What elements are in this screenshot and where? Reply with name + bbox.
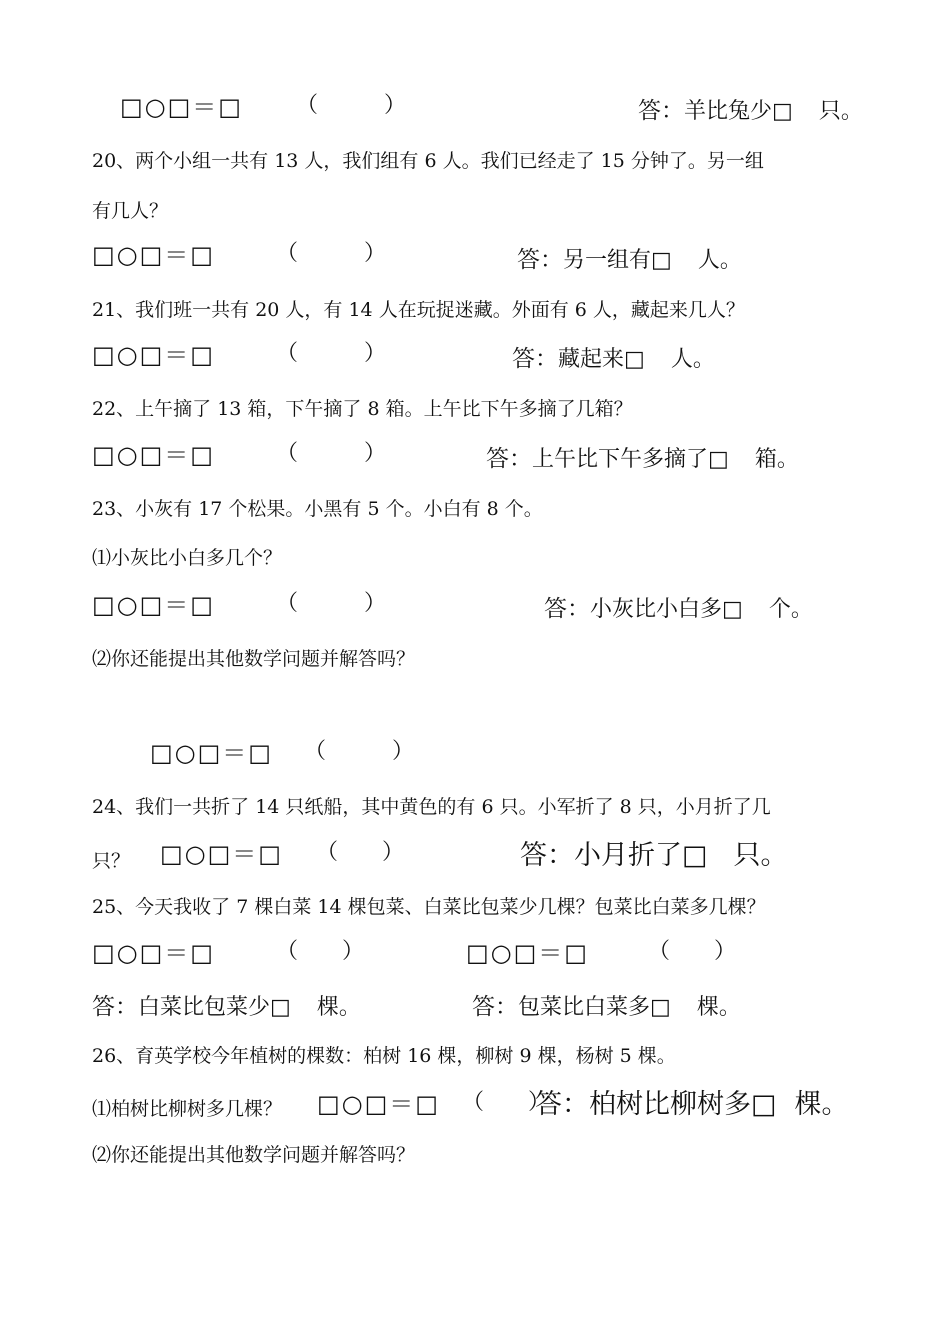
answer-prefix: 小月折了 <box>574 840 682 871</box>
q20-answer <box>517 249 742 272</box>
answer-prefix: 上午比下午多摘了 <box>532 447 709 472</box>
answer-unit: 棵。 <box>794 1089 849 1120</box>
q20-text-line1: 20、两个小组一共有 13 人，我们组有 6 人。我们已经走了 15 分钟了。另一组 <box>92 150 764 172</box>
q25-equation-1: □○□＝□ <box>92 939 215 967</box>
answer-unit: 人。 <box>670 347 715 372</box>
q23-equation: □○□＝□ <box>92 591 215 619</box>
answer-label: 答： <box>512 346 558 372</box>
answer-unit: 个。 <box>768 597 813 622</box>
q20-text-line2: 有几人？ <box>92 200 169 222</box>
answer-unit: 人。 <box>697 248 742 273</box>
q20-equation: □○□＝□ <box>92 241 215 269</box>
q25-unit-blank-2: （ ） <box>648 939 737 964</box>
answer-label: 答： <box>535 1089 589 1120</box>
q22-answer <box>486 448 799 471</box>
answer-box: □ <box>650 995 671 1020</box>
q26-equation: □○□＝□ <box>317 1090 440 1118</box>
q23-answer <box>544 598 813 621</box>
q24-unit-blank: （ ） <box>316 840 405 865</box>
q23-unit-blank: （ ） <box>276 591 387 616</box>
answer-unit: 只。 <box>733 840 788 871</box>
answer-prefix: 包菜比白菜多 <box>518 995 651 1020</box>
q22-equation: □○□＝□ <box>92 441 215 469</box>
q24-text-line2: 只？ <box>92 850 131 872</box>
q23-sub2: ⑵你还能提出其他数学问题并解答吗？ <box>92 648 416 670</box>
q25-answer-2 <box>472 996 741 1019</box>
answer-prefix: 另一组有 <box>563 248 652 273</box>
q21-unit-blank: （ ） <box>276 341 387 366</box>
answer-prefix: 藏起来 <box>558 347 625 372</box>
answer-label: 答： <box>92 994 138 1020</box>
q20-unit-blank: （ ） <box>276 241 387 266</box>
answer-unit: 棵。 <box>316 995 361 1020</box>
q25-equation-2: □○□＝□ <box>466 939 589 967</box>
q22-text: 22、上午摘了 13 箱，下午摘了 8 箱。上午比下午多摘了几箱？ <box>92 398 633 420</box>
q21-text: 21、我们班一共有 20 人，有 14 人在玩捉迷藏。外面有 6 人，藏起来几人？ <box>92 299 745 321</box>
answer-box: □ <box>751 1089 777 1120</box>
q26-answer <box>535 1091 849 1118</box>
q26-unit-blank: （ ） <box>462 1090 551 1115</box>
q25-unit-blank-1: （ ） <box>276 939 365 964</box>
answer-label: 答： <box>520 840 574 871</box>
q22-unit-blank: （ ） <box>276 441 387 466</box>
q25-answer-1 <box>92 996 361 1019</box>
answer-unit: 箱。 <box>754 447 799 472</box>
q24-answer <box>520 842 788 869</box>
q25-text: 25、今天我收了 7 棵白菜 14 棵包菜、白菜比包菜少几棵？包菜比白菜多几棵？ <box>92 896 766 918</box>
answer-label: 答： <box>472 994 518 1020</box>
answer-box: □ <box>708 447 729 472</box>
answer-box: □ <box>722 597 743 622</box>
answer-prefix: 羊比兔少 <box>684 99 773 124</box>
answer-label: 答： <box>517 247 563 273</box>
answer-box: □ <box>651 248 672 273</box>
q26-sub2: ⑵你还能提出其他数学问题并解答吗？ <box>92 1144 416 1166</box>
answer-unit: 只。 <box>818 99 863 124</box>
q24-text-line1: 24、我们一共折了 14 只纸船，其中黄色的有 6 只。小军折了 8 只，小月折了几 <box>92 796 771 818</box>
answer-prefix: 小灰比小白多 <box>590 597 723 622</box>
answer-box: □ <box>270 995 291 1020</box>
answer-label: 答： <box>638 98 684 124</box>
q23-extra-unit-blank: （ ） <box>304 739 415 764</box>
q24-equation: □○□＝□ <box>160 840 283 868</box>
q19-unit-blank: （ ） <box>296 93 407 118</box>
q23-sub1: ⑴小灰比小白多几个？ <box>92 547 283 569</box>
answer-prefix: 柏树比柳树多 <box>589 1089 751 1120</box>
answer-prefix: 白菜比包菜少 <box>138 995 271 1020</box>
answer-label: 答： <box>544 596 590 622</box>
q21-equation: □○□＝□ <box>92 341 215 369</box>
answer-unit: 棵。 <box>696 995 741 1020</box>
q19-answer <box>638 100 863 123</box>
answer-box: □ <box>624 347 645 372</box>
answer-box: □ <box>682 840 708 871</box>
q23-extra-equation: □○□＝□ <box>150 739 273 767</box>
q19-equation: □○□＝□ <box>120 93 243 121</box>
answer-label: 答： <box>486 446 532 472</box>
q23-text: 23、小灰有 17 个松果。小黑有 5 个。小白有 8 个。 <box>92 498 543 520</box>
q21-answer <box>512 348 715 371</box>
q26-sub1: ⑴柏树比柳树多几棵？ <box>92 1098 283 1120</box>
answer-box: □ <box>772 99 793 124</box>
q26-text: 26、育英学校今年植树的棵数：柏树 16 棵，柳树 9 棵，杨树 5 棵。 <box>92 1045 676 1067</box>
